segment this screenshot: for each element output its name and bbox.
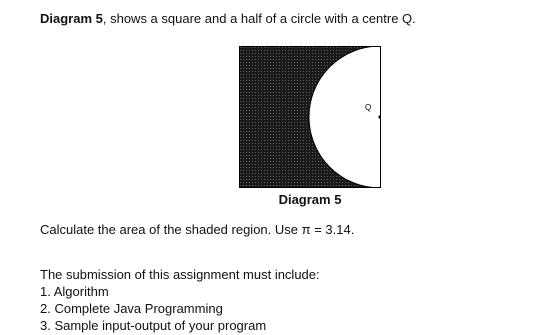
list-item: 2. Complete Java Programming xyxy=(40,301,223,316)
question-text: Calculate the area of the shaded region. Use π = 3.14. xyxy=(40,222,355,237)
submission-requirements xyxy=(40,266,320,334)
diagram-figure xyxy=(239,46,381,188)
submission-heading: The submission of this assignment must include: xyxy=(40,267,320,282)
list-item: 1. Algorithm xyxy=(40,284,109,299)
list-item: 3. Sample input-output of your program xyxy=(40,318,267,333)
requirements-list xyxy=(40,283,320,334)
intro-text xyxy=(40,11,416,27)
centre-label: Q xyxy=(365,103,372,112)
diagram-caption: Diagram 5 xyxy=(278,192,342,207)
diagram-reference: Diagram 5 xyxy=(40,11,103,26)
intro-description: , shows a square and a half of a circle with a centre Q. xyxy=(102,11,416,26)
square-semicircle-diagram xyxy=(239,46,381,188)
